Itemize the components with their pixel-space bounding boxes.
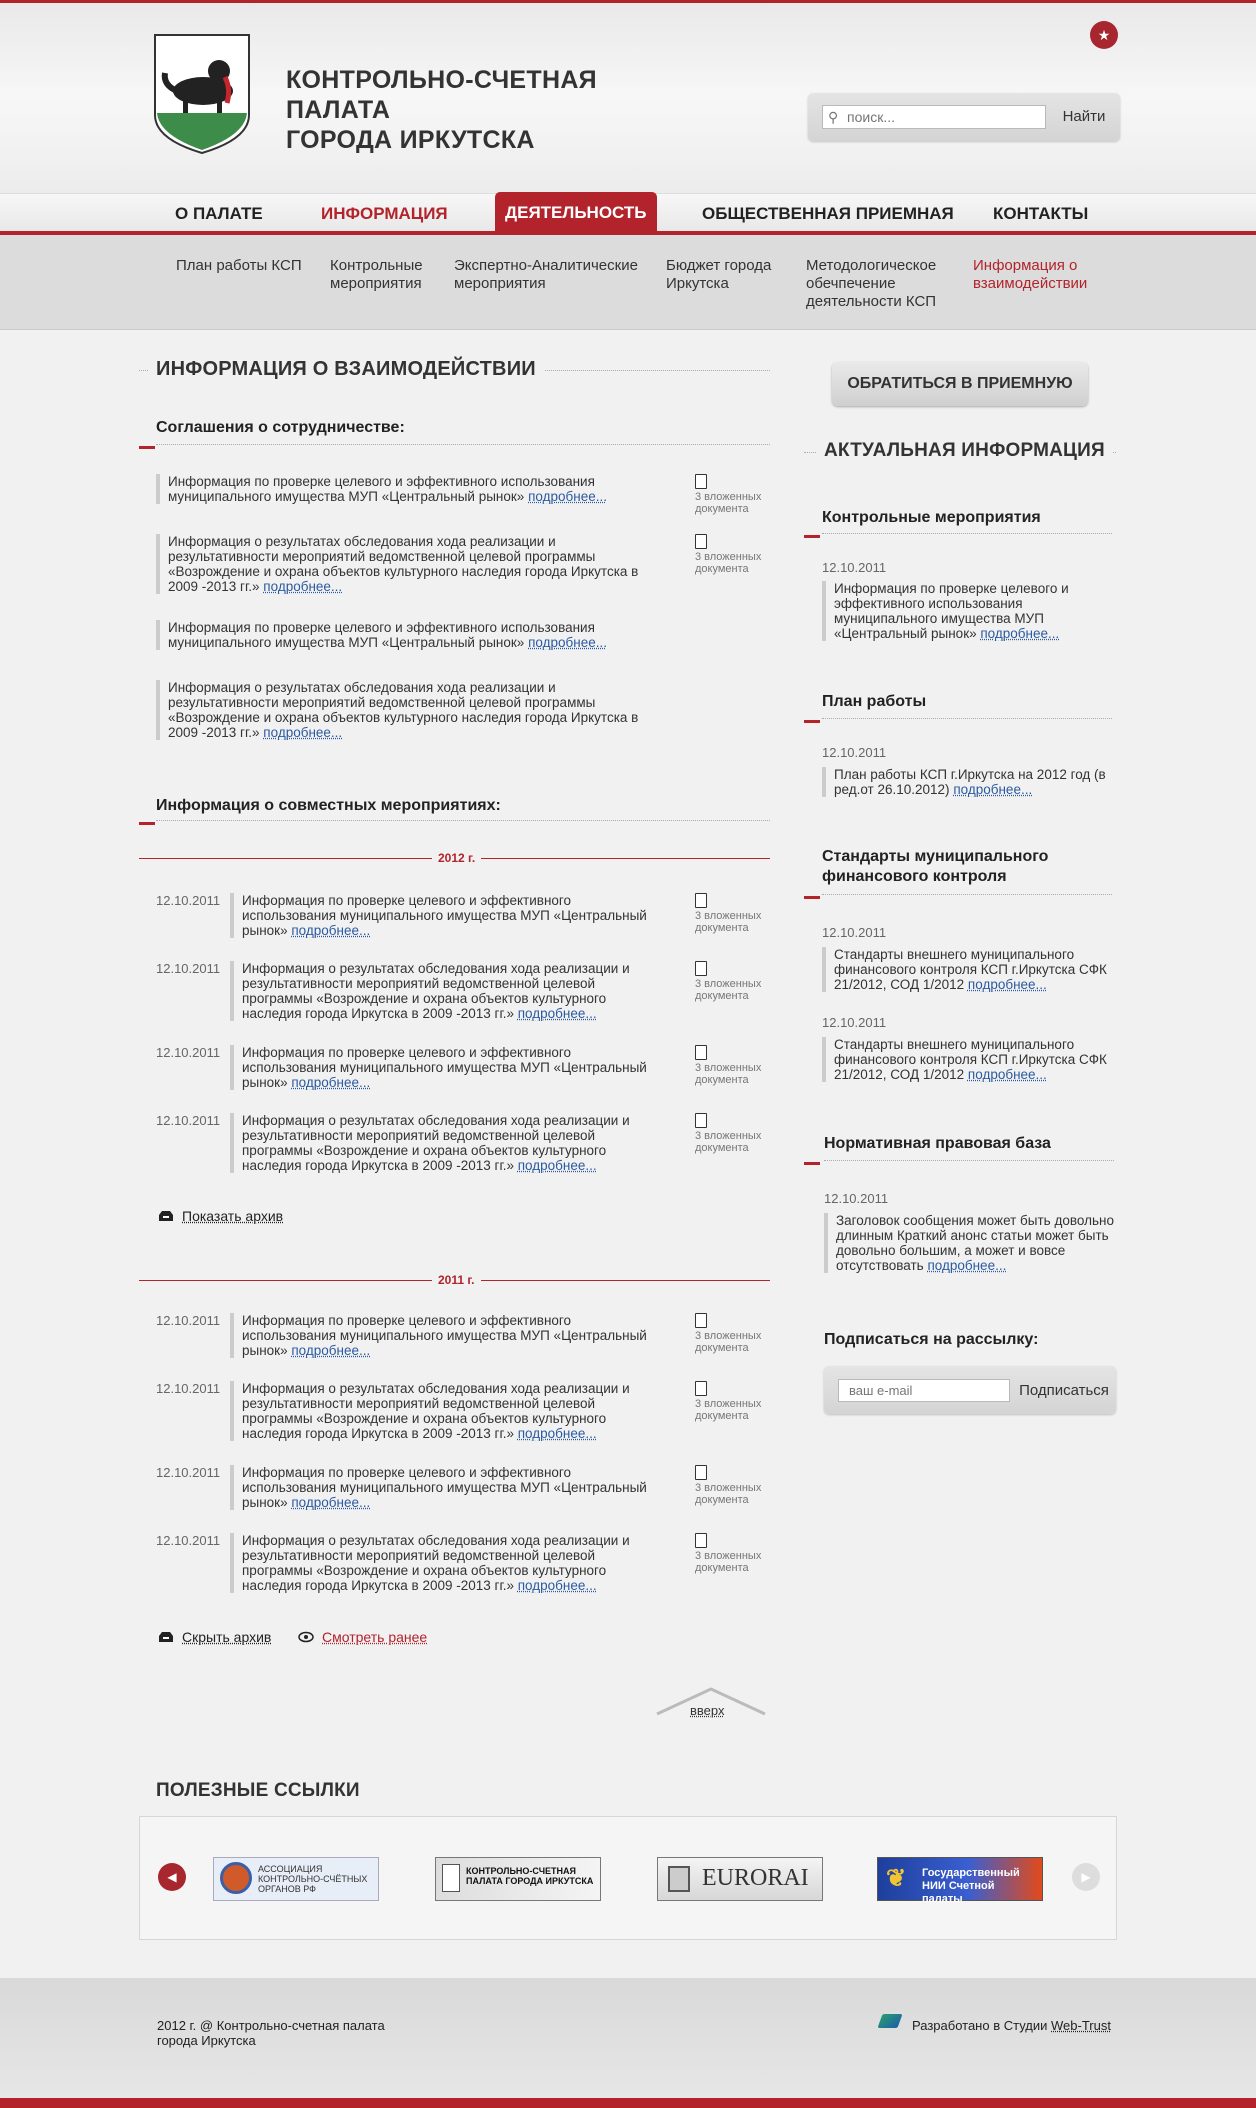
more-link[interactable]: подробнее... xyxy=(291,1075,371,1090)
partner-label: Государственный НИИ Счетной палаты xyxy=(922,1867,1020,1905)
attachments[interactable] xyxy=(695,474,775,515)
eagle-emblem-icon: ❦ xyxy=(886,1865,907,1892)
document-icon xyxy=(695,1045,707,1060)
heading-marker xyxy=(804,535,820,538)
table-row xyxy=(230,1045,660,1090)
list-item xyxy=(156,620,656,650)
item-text: Информация по проверке целевого и эффективного использования муниципального имущества МУП «Центральный рынок» xyxy=(242,1313,647,1358)
standards-heading: Стандарты муниципального финансового контроля xyxy=(822,848,1049,885)
attachments[interactable] xyxy=(695,1465,775,1506)
attachments-label: 3 вложенных документа xyxy=(695,1330,762,1354)
sitemap-icon[interactable]: ★ xyxy=(1090,21,1118,49)
sidebar-title: АКТУАЛЬНАЯ ИНФОРМАЦИЯ xyxy=(816,440,1113,462)
item-text: Информация по проверке целевого и эффективного использования муниципального имущества МУП «Центральный рынок» xyxy=(242,1465,647,1510)
nav-item-information[interactable]: ИНФОРМАЦИЯ xyxy=(321,204,448,223)
nav-item-activity[interactable]: ДЕЯТЕЛЬНОСТЬ xyxy=(495,192,657,234)
page-title: ИНФОРМАЦИЯ О ВЗАИМОДЕЙСТВИИ xyxy=(148,358,544,381)
section-divider xyxy=(822,718,1112,719)
subnav-item-city-budget[interactable]: Бюджет города Иркутска xyxy=(666,257,772,292)
subnav-item-methodology[interactable]: Методологическое обечпечение деятельности КСП xyxy=(806,257,937,310)
more-link[interactable]: подробнее... xyxy=(517,1006,597,1021)
document-icon xyxy=(695,1533,707,1548)
subnav-item-control-events[interactable]: Контрольные мероприятия xyxy=(330,257,423,292)
document-icon xyxy=(695,961,707,976)
heading-marker xyxy=(804,896,820,899)
main-nav xyxy=(0,193,1256,235)
attachments-label: 3 вложенных документа xyxy=(695,551,762,575)
links-title: ПОЛЕЗНЫЕ ССЫЛКИ xyxy=(156,1780,360,1801)
developer-link[interactable]: Web-Trust xyxy=(1051,2018,1111,2033)
partners-carousel xyxy=(139,1816,1117,1940)
partner-link-nii[interactable] xyxy=(877,1857,1043,1905)
subscribe-form xyxy=(824,1366,1116,1414)
item-text: Информация о результатах обследования хода реализации и результативности мероприятий ведомственной целевой программы «Возрождение и охрана объектов культурного наследия города Иркутска в 2009 -2013 гг.» xyxy=(242,961,630,1021)
carousel-prev-button[interactable]: ◀ xyxy=(158,1863,186,1891)
item-text: План работы КСП г.Иркутска на 2012 год (в ред.от 26.10.2012) xyxy=(834,767,1106,797)
item-text: Информация по проверке целевого и эффективного использования муниципального имущества МУП «Центральный рынок» xyxy=(168,474,595,504)
list-item xyxy=(824,1213,1114,1273)
list-item xyxy=(822,1037,1116,1082)
heading-marker xyxy=(804,1162,820,1165)
nav-item-public-reception[interactable]: ОБЩЕСТВЕННАЯ ПРИЕМНАЯ xyxy=(702,204,954,223)
attachments[interactable] xyxy=(695,1113,775,1154)
site-title[interactable] xyxy=(286,65,686,155)
partner-link-ksp[interactable] xyxy=(435,1857,601,1901)
item-text: Информация о результатах обследования хода реализации и результативности мероприятий ведомственной целевой программы «Возрождение и охрана объектов культурного наследия города Иркутска в 2009 -2013 гг.» xyxy=(242,1113,630,1173)
coat-of-arms-logo[interactable] xyxy=(153,33,251,155)
attachments-label: 3 вложенных документа xyxy=(695,910,762,934)
list-item xyxy=(822,767,1112,797)
attachments-label: 3 вложенных документа xyxy=(695,978,762,1002)
attachments-label: 3 вложенных документа xyxy=(695,1398,762,1422)
subnav-item-interaction[interactable]: Информация о взаимодействии xyxy=(973,257,1088,292)
more-link[interactable]: подробнее... xyxy=(291,923,371,938)
see-earlier-link[interactable] xyxy=(298,1629,427,1645)
webtrust-logo-icon xyxy=(877,2014,902,2028)
section-divider xyxy=(822,894,1112,895)
more-link[interactable]: подробнее... xyxy=(517,1426,597,1441)
plan-heading: План работы xyxy=(822,693,927,710)
appeal-button[interactable]: ОБРАТИТЬСЯ В ПРИЕМНУЮ xyxy=(832,362,1088,406)
see-earlier-label: Смотреть ранее xyxy=(322,1629,428,1645)
carousel-next-button[interactable]: ▶ xyxy=(1072,1863,1100,1891)
item-text: Стандарты внешнего муниципального финансового контроля КСП г.Иркутска СФК 21/2012, СОД 1/2012 xyxy=(834,947,1107,992)
show-archive-label: Показать архив xyxy=(182,1208,284,1224)
item-text: Информация о результатах обследования хода реализации и результативности мероприятий ведомственной целевой программы «Возрождение и охрана объектов культурного наследия города Иркутска в 2009 -2013 гг.» xyxy=(168,534,639,594)
developer-prefix: Разработано в Студии xyxy=(912,2018,1048,2033)
item-text: Стандарты внешнего муниципального финансового контроля КСП г.Иркутска СФК 21/2012, СОД 1/2012 xyxy=(834,1037,1107,1082)
list-item xyxy=(156,474,676,504)
attachments-label: 3 вложенных документа xyxy=(695,1550,762,1574)
attachments[interactable] xyxy=(695,534,775,575)
sub-nav xyxy=(0,235,1256,330)
joint-divider xyxy=(156,820,770,821)
search-button[interactable]: Найти xyxy=(1062,108,1106,125)
askso-emblem-icon xyxy=(220,1862,252,1894)
hide-archive-link[interactable] xyxy=(158,1629,271,1645)
entry-date: 12.10.2011 xyxy=(156,1045,221,1060)
more-link[interactable]: подробнее... xyxy=(967,977,1047,992)
more-link[interactable]: подробнее... xyxy=(927,1258,1007,1273)
more-link[interactable]: подробнее... xyxy=(291,1343,371,1358)
table-row xyxy=(230,1533,660,1593)
heading-marker xyxy=(139,446,155,449)
eye-icon xyxy=(298,1631,314,1643)
partner-label: EURORAI xyxy=(702,1865,809,1891)
eurorai-logo-icon xyxy=(668,1866,690,1892)
item-text: Информация по проверке целевого и эффективного использования муниципального имущества МУП «Центральный рынок» xyxy=(168,620,595,650)
partner-label: АССОЦИАЦИЯ КОНТРОЛЬНО-СЧЁТНЫХ ОРГАНОВ РФ xyxy=(258,1864,368,1894)
search-icon: ⚲ xyxy=(828,109,839,125)
entry-date: 12.10.2011 xyxy=(156,1313,221,1328)
subscribe-heading: Подписаться на рассылку: xyxy=(824,1331,1039,1348)
bottom-accent-bar xyxy=(0,2098,1256,2108)
more-link[interactable]: подробнее... xyxy=(528,489,607,504)
attachments-label: 3 вложенных документа xyxy=(695,1482,762,1506)
more-link[interactable]: подробнее... xyxy=(953,782,1033,797)
attachments[interactable] xyxy=(695,1045,775,1086)
copyright-line1: 2012 г. @ Контрольно-счетная палата xyxy=(157,2018,385,2033)
archive-box-icon xyxy=(158,1631,174,1643)
subnav-item-work-plan[interactable]: План работы КСП xyxy=(176,257,302,274)
more-link[interactable]: подробнее... xyxy=(517,1578,597,1593)
developer-credit xyxy=(912,2018,1111,2033)
entry-date: 12.10.2011 xyxy=(156,1533,221,1548)
footer xyxy=(0,1978,1256,2098)
more-link[interactable]: подробнее... xyxy=(263,579,343,594)
entry-date: 12.10.2011 xyxy=(822,560,887,575)
agreements-heading: Соглашения о сотрудничестве: xyxy=(156,419,405,436)
item-text: Информация по проверке целевого и эффективного использования муниципального имущества МУП «Центральный рынок» xyxy=(242,893,647,938)
table-row xyxy=(230,893,660,938)
document-icon xyxy=(695,1113,707,1128)
entry-date: 12.10.2011 xyxy=(156,1465,221,1480)
subnav-item-expert-analytic[interactable]: Экспертно-Аналитические мероприятия xyxy=(454,257,638,292)
more-link[interactable]: подробнее... xyxy=(291,1495,371,1510)
year-label: 2012 г. xyxy=(432,851,481,865)
entry-date: 12.10.2011 xyxy=(822,925,887,940)
attachments[interactable] xyxy=(695,961,775,1002)
search-input[interactable] xyxy=(822,105,1046,129)
year-label: 2011 г. xyxy=(432,1273,481,1287)
email-field[interactable] xyxy=(838,1379,1010,1402)
control-heading: Контрольные мероприятия xyxy=(822,509,1041,526)
more-link[interactable]: подробнее... xyxy=(528,635,607,650)
item-text: Информация о результатах обследования хода реализации и результативности мероприятий ведомственной целевой программы «Возрождение и охрана объектов культурного наследия города Иркутска в 2009 -2013 гг.» xyxy=(242,1381,630,1441)
agreements-divider xyxy=(156,444,770,445)
entry-date: 12.10.2011 xyxy=(156,961,221,976)
more-link[interactable]: подробнее... xyxy=(263,725,343,740)
nav-item-about[interactable]: О ПАЛАТЕ xyxy=(175,204,263,223)
entry-date: 12.10.2011 xyxy=(824,1191,889,1206)
attachments[interactable] xyxy=(695,1533,775,1574)
list-item xyxy=(822,947,1116,992)
entry-date: 12.10.2011 xyxy=(156,1113,221,1128)
table-row xyxy=(230,1313,660,1358)
item-text: Информация по проверке целевого и эффективного использования муниципального имущества МУП «Центральный рынок» xyxy=(242,1045,647,1090)
section-divider xyxy=(824,1160,1114,1161)
section-divider xyxy=(822,533,1112,534)
list-item xyxy=(822,581,1082,641)
heading-marker xyxy=(804,720,820,723)
partner-link-eurorai[interactable] xyxy=(657,1857,823,1901)
copyright-line2: города Иркутска xyxy=(157,2033,256,2048)
document-icon xyxy=(695,893,707,908)
ksp-emblem-icon xyxy=(442,1864,460,1892)
table-row xyxy=(230,1381,660,1441)
item-text: Информация по проверке целевого и эффективного использования муниципального имущества МУП «Центральный рынок» xyxy=(834,581,1069,641)
item-text: Информация о результатах обследования хода реализации и результативности мероприятий ведомственной целевой программы «Возрождение и охрана объектов культурного наследия города Иркутска в 2009 -2013 гг.» xyxy=(242,1533,630,1593)
table-row xyxy=(230,1465,660,1510)
entry-date: 12.10.2011 xyxy=(156,1381,221,1396)
site-title-line2: ГОРОДА ИРКУТСКА xyxy=(286,126,535,154)
list-item xyxy=(156,534,656,594)
subscribe-button[interactable]: Подписаться xyxy=(1019,1382,1109,1399)
partner-link-askso[interactable] xyxy=(213,1857,379,1901)
to-top-link[interactable]: вверх xyxy=(690,1703,725,1718)
document-icon xyxy=(695,1381,707,1396)
document-icon xyxy=(695,474,707,489)
more-link[interactable]: подробнее... xyxy=(980,626,1060,641)
entry-date: 12.10.2011 xyxy=(156,893,221,908)
table-row xyxy=(230,961,660,1021)
attachments-label: 3 вложенных документа xyxy=(695,1062,762,1086)
attachments[interactable] xyxy=(695,1313,775,1354)
legal-heading: Нормативная правовая база xyxy=(824,1135,1051,1152)
item-text: Заголовок сообщения может быть довольно длинным Краткий анонс статьи может быть довольно большим, а может и вовсе отсутствовать xyxy=(836,1213,1114,1273)
hide-archive-label: Скрыть архив xyxy=(182,1629,272,1645)
header xyxy=(0,3,1256,193)
entry-date: 12.10.2011 xyxy=(822,745,887,760)
attachments[interactable] xyxy=(695,1381,775,1422)
item-text: Информация о результатах обследования хода реализации и результативности мероприятий ведомственной целевой программы «Возрождение и охрана объектов культурного наследия города Иркутска в 2009 -2013 гг.» xyxy=(168,680,639,740)
list-item xyxy=(156,680,656,740)
more-link[interactable]: подробнее... xyxy=(967,1067,1047,1082)
document-icon xyxy=(695,1465,707,1480)
joint-heading: Информация о совместных мероприятиях: xyxy=(156,797,501,814)
entry-date: 12.10.2011 xyxy=(822,1015,887,1030)
copyright xyxy=(157,2018,385,2048)
attachments-label: 3 вложенных документа xyxy=(695,491,762,515)
attachments[interactable] xyxy=(695,893,775,934)
nav-item-contacts[interactable]: КОНТАКТЫ xyxy=(993,204,1089,223)
attachments-label: 3 вложенных документа xyxy=(695,1130,762,1154)
search-form xyxy=(808,93,1120,141)
site-title-line1: КОНТРОЛЬНО-СЧЕТНАЯ ПАЛАТА xyxy=(286,66,597,124)
show-archive-link[interactable] xyxy=(158,1208,283,1224)
more-link[interactable]: подробнее... xyxy=(517,1158,597,1173)
document-icon xyxy=(695,1313,707,1328)
heading-marker xyxy=(139,822,155,825)
document-icon xyxy=(695,534,707,549)
partner-label: КОНТРОЛЬНО-СЧЕТНАЯ ПАЛАТА ГОРОДА ИРКУТСКА xyxy=(466,1866,594,1886)
archive-box-icon xyxy=(158,1210,174,1222)
table-row xyxy=(230,1113,660,1173)
